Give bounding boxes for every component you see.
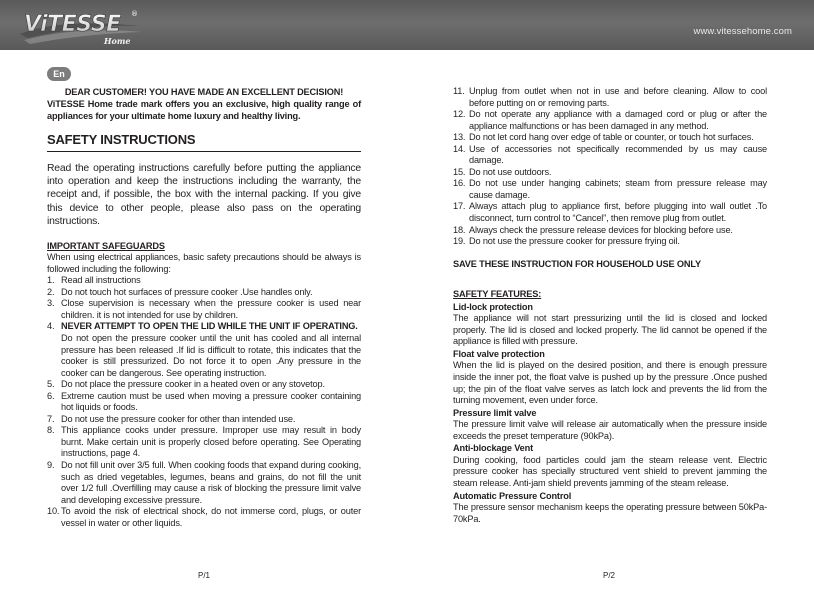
list-item <box>47 425 361 460</box>
feature-block <box>453 491 767 526</box>
item-text: This appliance cooks under pressure. Improper use may result in body burnt. Make certain unit is properly closed before operating. See Operating instructions, page 4. <box>61 425 361 459</box>
greeting <box>47 86 361 122</box>
feature-text: During cooking, food particles could jam the steam release vent. Electric pressure cooker has specially structured vent shield to prevent jamming the steam release. Anti-jam shield prevents jamming of the steam release. <box>453 454 767 488</box>
safeguards-lead: When using electrical appliances, basic safety precautions should be always is followed including the following: <box>47 252 361 274</box>
list-item <box>47 460 361 506</box>
page-number-right: P/2 <box>603 571 616 580</box>
feature-text: The appliance will not start pressurizing until the lid is closed and locked properly. The lid is closed and locked properly. The lid cannot be opened if the appliance is filled with pressure. <box>453 313 767 347</box>
feature-block <box>453 443 767 489</box>
item-text: Unplug from outlet when not in use and before cleaning. Allow to cool before putting on or removing parts. <box>469 86 767 108</box>
important-safeguards-heading: IMPORTANT SAFEGUARDS <box>47 240 165 251</box>
item-text: Do not use under hanging cabinets; steam from pressure release may cause damage. <box>469 178 767 200</box>
spacer <box>453 270 767 281</box>
list-item <box>453 109 767 132</box>
feature-title: Pressure limit valve <box>453 407 537 418</box>
item-number: 9. <box>47 459 55 470</box>
item-text: To avoid the risk of electrical shock, do not immerse cord, plugs, or outer vessel in water or other liquids. <box>61 506 361 528</box>
item-text: Do not use the pressure cooker for other than intended use. <box>61 413 296 424</box>
item-number: 6. <box>47 390 55 401</box>
list-item <box>453 144 767 167</box>
feature-title: Float valve protection <box>453 348 545 359</box>
item-text: Do not touch hot surfaces of pressure cooker .Use handles only. <box>61 286 313 297</box>
svg-text:ViTESSE: ViTESSE <box>24 12 121 37</box>
list-item <box>453 225 767 237</box>
svg-text:Home: Home <box>104 36 131 46</box>
page-number-left: P/1 <box>198 571 211 580</box>
item-number: 12. <box>453 109 466 120</box>
spacer <box>453 248 767 259</box>
list-item <box>47 391 361 414</box>
item-number: 11. <box>453 86 465 96</box>
item-text: Always check the pressure release devices for blocking before use. <box>469 224 733 235</box>
feature-title: Automatic Pressure Control <box>453 490 572 501</box>
list-item <box>47 287 361 299</box>
feature-block <box>453 349 767 407</box>
list-item <box>47 275 361 287</box>
item-number: 4. <box>47 321 55 332</box>
list-item <box>453 132 767 144</box>
item-text: Always attach plug to appliance first, before plugging into wall outlet .To disconnect, turn control to “Cancel”, then remove plug from outlet. <box>469 201 767 224</box>
feature-block <box>453 408 767 443</box>
list-item <box>453 178 767 201</box>
list-item <box>453 167 767 179</box>
safety-features-heading: SAFETY FEATURES: <box>453 289 542 300</box>
feature-title: Anti-blockage Vent <box>453 443 534 454</box>
list-item <box>47 298 361 321</box>
item-text: Do not use the pressure cooker for pressure frying oil. <box>469 236 680 247</box>
item-number: 18. <box>453 224 466 235</box>
item-number: 2. <box>47 286 55 297</box>
language-badge: En <box>47 67 71 81</box>
left-page-column <box>47 86 361 529</box>
list-item <box>453 236 767 248</box>
list-item <box>47 379 361 391</box>
item-number: 7. <box>47 413 55 424</box>
item-text: Do not let cord hang over edge of table or counter, or touch hot surfaces. <box>469 132 754 143</box>
feature-title: Lid-lock protection <box>453 301 533 312</box>
list-item <box>453 201 767 224</box>
intro-paragraph: Read the operating instructions carefully before putting the appliance into operation and keep the instructions including the warranty, the receipt and, if possible, the box with the internal packing. If you give this device to other people, please also pass on the operating instructions. <box>47 162 361 228</box>
item-number: 13. <box>453 132 466 143</box>
svg-text:®: ® <box>131 10 138 18</box>
item-number: 19. <box>453 236 466 247</box>
safeguards-list-continued <box>453 86 767 248</box>
item-number: 10. <box>47 506 60 517</box>
feature-text: The pressure limit valve will release air automatically when the pressure inside exceeds the preset temperature (90kPa). <box>453 419 767 441</box>
item-warning: NEVER ATTEMPT TO OPEN THE LID WHILE THE UNIT IF OPERATING. <box>61 321 358 332</box>
list-item <box>453 86 767 109</box>
item-text: Do not operate any appliance with a damaged cord or plug or after the appliance malfunctions or has been damaged in any method. <box>469 109 767 131</box>
item-number: 5. <box>47 379 55 390</box>
item-number: 14. <box>453 143 466 154</box>
item-number: 16. <box>453 178 466 189</box>
item-text: Extreme caution must be used when moving a pressure cooker containing hot liquids or foods. <box>61 390 361 413</box>
item-text: Do not place the pressure cooker in a heated oven or any stovetop. <box>61 379 325 390</box>
list-item <box>47 321 361 379</box>
item-text: Do not open the pressure cooker until the unit has cooled and all internal pressure has been released .If lid is difficult to rotate, this indicates that the cooker is still pressurized. Do not force it to open .Any pressure in the cooker can be dangerous. See operating instruction. <box>61 332 361 378</box>
save-notice: SAVE THESE INSTRUCTION FOR HOUSEHOLD USE ONLY <box>453 258 701 269</box>
website-url[interactable]: www.vitessehome.com <box>693 26 792 37</box>
item-number: 17. <box>453 201 466 212</box>
safeguards-list <box>47 275 361 529</box>
item-number: 1. <box>47 275 55 286</box>
feature-text: The pressure sensor mechanism keeps the operating pressure between 50kPa-70kPa. <box>453 502 767 524</box>
vitesse-logo <box>18 4 146 48</box>
greeting-headline: DEAR CUSTOMER! YOU HAVE MADE AN EXCELLENT DECISION! <box>64 87 344 97</box>
feature-block <box>453 302 767 348</box>
greeting-text: ViTESSE Home trade mark offers you an exclusive, high quality range of appliances for your ultimate home luxury and healthy living. <box>47 99 361 121</box>
list-item <box>47 506 361 529</box>
item-number: 3. <box>47 298 55 309</box>
right-page-column <box>453 86 767 525</box>
item-text: Do not use outdoors. <box>469 166 552 177</box>
header-bar <box>0 0 814 50</box>
safety-instructions-title: SAFETY INSTRUCTIONS <box>47 134 361 152</box>
item-text: Use of accessories not specifically recommended by us may cause damage. <box>469 143 767 166</box>
item-text: Read all instructions <box>61 275 141 286</box>
item-text: Do not fill unit over 3/5 full. When cooking foods that expand during cooking, such as dried vegetables, legumes, beans and grains, do not fill the unit over 1/2 full .Overfilling may cause a risk of blocking the pressure limit valve and developing excessive pressure. <box>61 459 361 505</box>
feature-text: When the lid is played on the desired position, and there is enough pressure inside the inner pot, the float valve is pushed up by the pressure .Once pushed up; the pin of the float valve serves as latch lock and prevents the lid from the turning movement, even under force. <box>453 360 767 406</box>
list-item <box>47 414 361 426</box>
item-text: Close supervision is necessary when the pressure cooker is used near children. it is not intended for use by children. <box>61 298 361 320</box>
item-number: 15. <box>453 166 466 177</box>
item-number: 8. <box>47 425 55 436</box>
